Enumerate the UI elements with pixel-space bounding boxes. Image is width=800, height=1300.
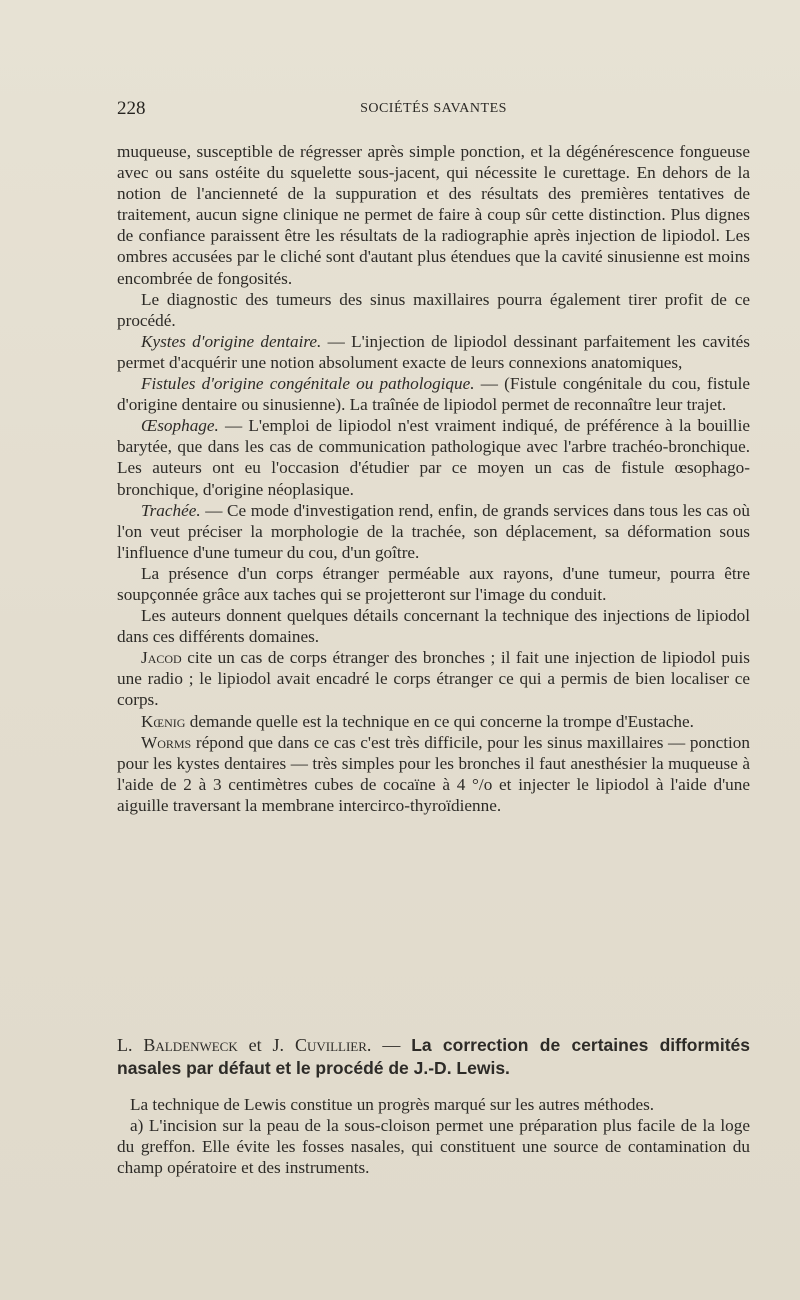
- paragraph-10-text: demande quelle est la technique en ce qui concerne la trompe d'Eustache.: [185, 711, 694, 731]
- section-label-oesophage: Œsophage.: [141, 416, 219, 436]
- paragraph-3-text: — L'injection de lipiodol dessinant parfaitement les cavités permet d'acquérir une notion absolument exacte de leurs connexions anatomiques,: [117, 331, 750, 372]
- paragraph-9-text: cite un cas de corps étranger des bronches ; il fait une injection de lipiodol puis une radio ; le lipiodol avait encadré le corps étranger ce qui a permis de bien localiser ce corps.: [117, 648, 750, 710]
- paragraph-4: [117, 373, 750, 415]
- heading-dash: . —: [366, 1035, 401, 1055]
- article-body: [117, 1094, 750, 1178]
- paragraph-9: [117, 647, 750, 710]
- article-title: La correction de certaines difformités nasales par défaut et le procédé de J.-D. Lewis.: [117, 1035, 750, 1078]
- paragraph-2: Le diagnostic des tumeurs des sinus maxillaires pourra également tirer profit de ce procédé.: [117, 289, 750, 330]
- paragraph-10: [117, 711, 750, 732]
- paragraph-7: La présence d'un corps étranger perméable aux rayons, d'une tumeur, pourra être soupçonnée grâce aux taches qui se projetteront sur l'image du conduit.: [117, 563, 750, 604]
- article-paragraph-2: a) L'incision sur la peau de la sous-cloison permet une préparation plus facile de la loge du greffon. Elle évite les fosses nasales, qui constituent une source de contamination du champ opératoire et des instruments.: [117, 1116, 750, 1178]
- paragraph-5: [117, 415, 750, 499]
- speaker-koenig: Kœnig: [141, 711, 186, 731]
- article: [117, 1034, 750, 1178]
- article-paragraph-1: La technique de Lewis constitue un progrès marqué sur les autres méthodes.: [130, 1095, 655, 1114]
- article-heading: [117, 1034, 750, 1080]
- discussion-text: [117, 141, 750, 816]
- author2-name: Cuvillier: [294, 1035, 367, 1055]
- paragraph-6: [117, 500, 750, 563]
- page-number: 228: [117, 98, 146, 119]
- paragraph-11: [117, 732, 750, 816]
- author-conjunction: et: [248, 1035, 262, 1055]
- speaker-worms: Worms: [141, 732, 192, 752]
- paragraph-5-text: — L'emploi de lipiodol n'est vraiment indiqué, de préférence à la bouillie barytée, que dans les cas de communication pathologique avec l'arbre trachéo-bronchique. Les auteurs ont eu l'occasion d'étudier par ce moyen un cas de fistule œsophago-bronchique, d'origine néoplasique.: [117, 416, 750, 499]
- paragraph-6-text: — Ce mode d'investigation rend, enfin, de grands services dans tous les cas où l'on veut préciser la morphologie de la trachée, son déplacement, sa déformation sous l'influence d'une tumeur du cou, d'un goître.: [117, 500, 750, 562]
- paragraph-11-text: répond que dans ce cas c'est très difficile, pour les sinus maxillaires — ponction pour les kystes dentaires — très simples pour les bronches il faut anesthésier la muqueuse à l'aide de 2 à 3 centimètres cubes de cocaïne à 4 °/o et injecter le lipiodol à l'aide d'une aiguille traversant la membrane intercirco-thyroïdienne.: [117, 732, 750, 815]
- author1-name: Baldenweck: [143, 1035, 238, 1055]
- section-label-trachee: Trachée.: [141, 500, 201, 520]
- speaker-jacod: Jacod: [141, 648, 182, 668]
- author2-initial: J.: [272, 1035, 285, 1055]
- paragraph-8: Les auteurs donnent quelques détails concernant la technique des injections de lipiodol dans ces différents domaines.: [117, 606, 750, 647]
- page-header: [117, 98, 750, 122]
- paragraph-4-text: — (Fistule congénitale du cou, fistule d'origine dentaire ou sinusienne). La traînée de lipiodol permet de reconnaître leur trajet.: [117, 374, 751, 415]
- section-label-fistules: Fistules d'origine congénitale ou pathologique.: [141, 374, 475, 394]
- author1-initial: L.: [117, 1035, 133, 1055]
- paragraph-1: muqueuse, susceptible de régresser après simple ponction, et la dégénérescence fongueuse avec ou sans ostéite du squelette sous-jacent, qui nécessite le curettage. En dehors de la notion de l'ancienneté de la suppuration et des résultats des premières tentatives de traitement, aucun signe clinique ne permet de faire à coup sûr cette distinction. Plus dignes de confiance paraissent être les résultats de la radiographie après injection de lipiodol. Les ombres accusées par le cliché sont d'autant plus étendues que la cavité sinusienne est moins encombrée de fongosités.: [117, 142, 750, 288]
- running-title: SOCIÉTÉS SAVANTES: [360, 101, 507, 116]
- paragraph-3: [117, 331, 750, 373]
- section-label-kystes: Kystes d'origine dentaire.: [141, 331, 322, 351]
